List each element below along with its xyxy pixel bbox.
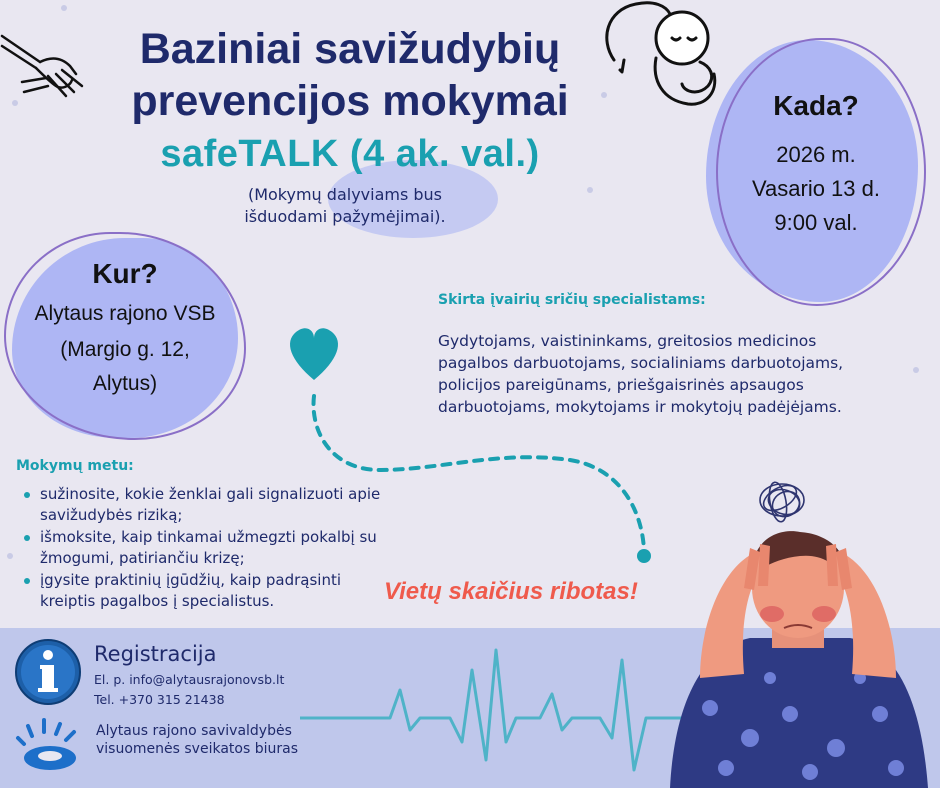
registration-heading: Registracija (94, 642, 217, 666)
title-line-2: prevencijos mokymai (131, 77, 569, 125)
heart-icon (290, 328, 338, 380)
limited-seats-text: Vietų skaičius ribotas! (384, 578, 638, 605)
registration-phone[interactable]: Tel. +370 315 21438 (94, 692, 225, 707)
specialists-heading: Skirta įvairių sričių specialistams: (438, 292, 706, 308)
where-heading: Kur? (92, 258, 158, 289)
when-date: Vasario 13 d. (751, 176, 880, 201)
stressed-person-illustration (660, 478, 940, 788)
where-line-2: (Margio g. 12, (60, 338, 190, 361)
certificate-note-line-1: (Mokymų dalyviams bus (247, 185, 443, 204)
when-heading: Kada? (773, 90, 859, 121)
info-icon (14, 638, 82, 706)
specialists-line-4: darbuotojams, mokytojams ir mokytojų padėjėjams. (438, 398, 842, 416)
title-line-3: safeTALK (4 ak. val.) (160, 133, 540, 175)
specialists-line-3: policijos pareigūnams, priešgaisrinės apsaugos (438, 376, 804, 394)
specialists-line-1: Gydytojams, vaistininkams, greitosios medicinos (438, 332, 817, 350)
when-blob-outline (716, 38, 926, 306)
heartbeat-line-icon (300, 630, 700, 780)
title-line-1: Baziniai savižudybių (139, 25, 561, 73)
where-line-3: Alytus) (92, 372, 158, 395)
specialists-text (438, 330, 908, 418)
when-year: 2026 m. (776, 142, 856, 167)
certificate-note-line-2: išduodami pažymėjimai). (244, 207, 446, 226)
specialists-line-2: pagalbos darbuotojams, socialiniams darbuotojams, (438, 354, 844, 372)
when-time: 9:00 val. (774, 210, 858, 235)
registration-email[interactable]: El. p. info@alytausrajonovsb.lt (94, 672, 285, 687)
training-list (22, 484, 382, 613)
training-heading: Mokymų metu: (16, 458, 134, 474)
organization-name (96, 722, 298, 758)
organization-line-1: Alytaus rajono savivaldybės (96, 723, 292, 739)
org-logo-icon (14, 716, 84, 774)
training-item: išmoksite, kaip tinkamai užmegzti pokalbį su žmogumi, patiriančiu krizę; (22, 527, 382, 569)
organization-line-2: visuomenės sveikatos biuras (96, 741, 298, 757)
training-item: įgysite praktinių įgūdžių, kaip padrąsinti kreiptis pagalbos į specialistus. (22, 570, 382, 612)
where-line-1: Alytaus rajono VSB (34, 302, 216, 325)
training-item: sužinosite, kokie ženklai gali signalizuoti apie savižudybės riziką; (22, 484, 382, 526)
certificate-note (210, 184, 480, 228)
